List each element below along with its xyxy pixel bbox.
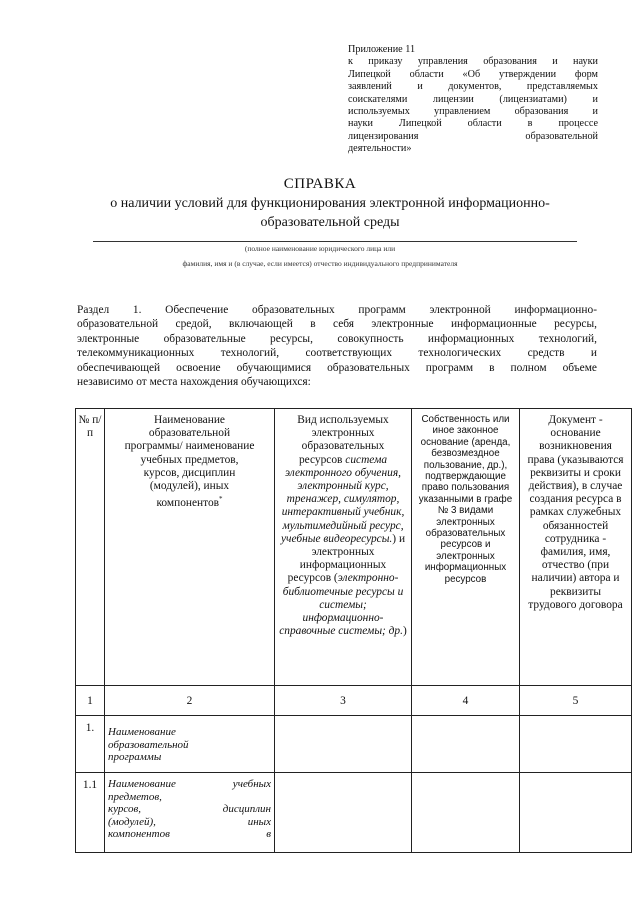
- empty-cell[interactable]: [412, 773, 520, 853]
- section-line: обеспечивающей освоение обучающимися образовательных программ в полном объеме: [77, 361, 597, 374]
- table-header-row: [76, 409, 632, 686]
- empty-cell[interactable]: [520, 716, 632, 773]
- subtitle-line: о наличии условий для функционирования электронной информационно-: [110, 196, 550, 211]
- empty-cell[interactable]: [412, 716, 520, 773]
- column-number: 5: [520, 686, 632, 716]
- column-number: 2: [105, 686, 275, 716]
- row-label: Наименование учебных предметов, курсов, дисциплин (модулей), иных компонентов в: [105, 773, 275, 853]
- section-1-text: [77, 303, 597, 389]
- name-hint: фамилия, имя и (в случае, если имеется) отчество индивидуального предпринимателя: [182, 259, 458, 268]
- subtitle-line: образовательной среды: [260, 215, 400, 230]
- appendix-line: заявлений и документов, представляемых: [348, 81, 598, 93]
- appendix-line: Липецкой области «Об утверждении форм: [348, 68, 598, 80]
- column-number-row: [76, 686, 632, 716]
- appendix-line: соискателями лицензии (лицензиатами) и: [348, 93, 598, 105]
- row-number: 1.: [76, 716, 105, 773]
- column-number: 4: [412, 686, 520, 716]
- name-hint: (полное наименование юридического лица или: [244, 244, 396, 253]
- header-ownership: Собственность или иное законное основание (аренда, безвозмездное пользование, др.), подтверждающие право пользования указанными в графе № 3 видами электронных образовательных ресурсов и электронных информационных ресурсов: [412, 409, 520, 686]
- empty-cell[interactable]: [520, 773, 632, 853]
- column-number: 1: [76, 686, 105, 716]
- section-line: независимо от места нахождения обучающихся:: [77, 376, 311, 389]
- section-line: электронные образовательные ресурсы, совокупность информационных технологий,: [77, 332, 597, 345]
- column-number: 3: [275, 686, 412, 716]
- appendix-line: науки Липецкой области в процессе: [348, 118, 598, 130]
- table-row: [76, 716, 632, 773]
- row-number: 1.1: [76, 773, 105, 853]
- table-row: [76, 773, 632, 853]
- header-program-name: Наименование образовательной программы/ наименование учебных предметов, курсов, дисциплин (модулей), иных компонентов*: [105, 409, 275, 686]
- section-line: телекоммуникационных технологий, соответствующих технологических средств и: [77, 347, 597, 360]
- empty-cell[interactable]: [275, 716, 412, 773]
- header-number: № п/п: [76, 409, 105, 686]
- empty-cell[interactable]: [275, 773, 412, 853]
- appendix-block: [348, 44, 598, 156]
- appendix-title: Приложение 11: [348, 44, 416, 55]
- header-document-basis: Документ - основание возникновения права (указываются реквизиты и сроки действия), в случае создания ресурса в рамках служебных обязанностей сотрудника - фамилия, имя, отчество (при наличии) автора и реквизиты трудового договора: [520, 409, 632, 686]
- document-subtitle: [80, 194, 580, 232]
- appendix-line: лицензирования образовательной: [348, 130, 598, 142]
- appendix-line: к приказу управления образования и науки: [348, 56, 598, 68]
- resources-table: [75, 408, 632, 853]
- header-resource-type: Вид используемых электронных образовательных ресурсов система электронного обучения, электронный курс, тренажер, симулятор, интерактивный учебник, мультимедийный ресурс, учебные видеоресурсы.) и электронных информационных ресурсов (электронно-библиотечные ресурсы и системы; информационно-справочные системы; др.): [275, 409, 412, 686]
- appendix-line: деятельности»: [348, 143, 412, 155]
- section-line: образовательной средой, включающей в себя электронные информационные ресурсы,: [77, 318, 597, 331]
- section-line: Раздел 1. Обеспечение образовательных программ электронной информационно-: [77, 304, 597, 316]
- document-title: СПРАВКА: [283, 176, 357, 192]
- row-label: Наименование образовательной программы: [105, 716, 275, 773]
- footnote-mark: *: [219, 495, 223, 504]
- name-fill-line: [93, 241, 577, 242]
- appendix-line: используемых управлением образования и: [348, 106, 598, 118]
